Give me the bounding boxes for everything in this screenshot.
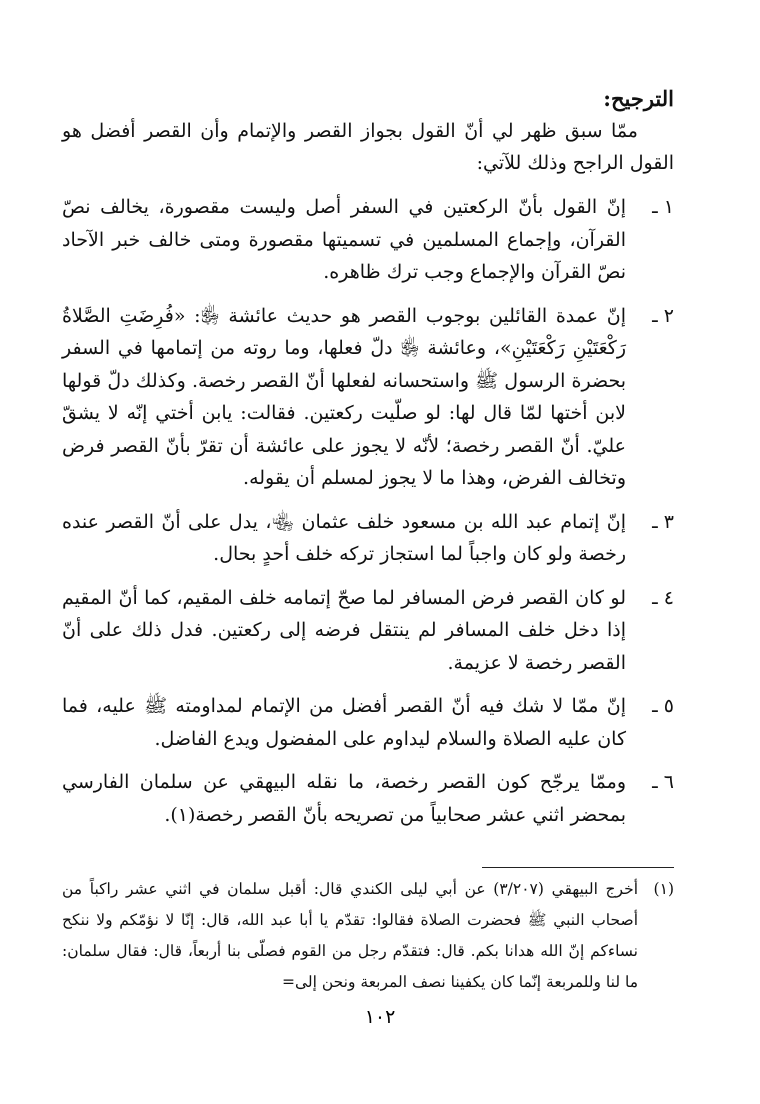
list-item <box>62 582 674 680</box>
list-item <box>62 506 674 571</box>
item-text: إنّ عمدة القائلين بوجوب القصر هو حديث عائشة ﵂: «فُرِضَتِ الصَّلاةُ رَكْعَتَيْنِ رَكْعَتَيْنِ»، وعائشة ﵂ دلّ فعلها، وما روته من إتمامها في السفر بحضرة الرسول ﷺ واستحسانه لفعلها أنّ القصر رخصة. وكذلك دلّ قولها لابن أختها لمّا قال لها: لو صلّيت ركعتين. فقالت: يابن أختي إنّه لا يشقّ عليّ. أنّ القصر رخصة؛ لأنّه لا يجوز على عائشة أن تقرّ بأنّ القصر فرض وتخالف الفرض، وهذا ما لا يجوز لمسلم أن يقوله. <box>62 304 626 489</box>
footnotes <box>62 874 674 998</box>
footnote-text: أخرج البيهقي (٣/٢٠٧) عن أبي ليلى الكندي قال: أقبل سلمان في اثني عشر راكباً من أصحاب النبي ﷺ فحضرت الصلاة فقالوا: تقدّم يا أبا عبد الله، قال: إنّا لا نؤمّكم ولا ننكح نساءكم إنّ الله هدانا بكم. قال: فتقدّم رجل من القوم فصلّى بنا أربعاً، قال: فقال سلمان: ما لنا وللمربعة إنّما كان يكفينا نصف المربعة ونحن إلى= <box>62 880 638 991</box>
footnote <box>62 874 674 998</box>
section-heading: الترجيح: <box>603 86 674 111</box>
item-number: ١ ـ <box>652 196 674 218</box>
list-item <box>62 690 674 755</box>
item-text: لو كان القصر فرض المسافر لما صحّ إتمامه خلف المقيم، كما أنّ المقيم إذا دخل خلف المسافر لم ينتقل فرضه إلى ركعتين. فدل ذلك على أنّ القصر رخصة لا عزيمة. <box>62 586 626 674</box>
item-text: إنّ القول بأنّ الركعتين في السفر أصل وليست مقصورة، يخالف نصّ القرآن، وإجماع المسلمين في تسميتها مقصورة ومتى خالف خبر الآحاد نصّ القرآن والإجماع وجب ترك ظاهره. <box>62 196 626 283</box>
list-item <box>62 766 674 831</box>
footnote-number: (١) <box>653 880 674 898</box>
item-text: وممّا يرجّح كون القصر رخصة، ما نقله البيهقي عن سلمان الفارسي بمحضر اثني عشر صحابياً من تصريحه بأنّ القصر رخصة(١). <box>62 771 626 826</box>
item-number: ٣ ـ <box>652 510 674 533</box>
page-number: ١٠٢ <box>364 1006 396 1028</box>
item-number: ٦ ـ <box>652 771 674 793</box>
item-text: إنّ ممّا لا شك فيه أنّ القصر أفضل من الإتمام لمداومته ﷺ عليه، فما كان عليه الصلاة والسلام ليداوم على المفضول ويدع الفاضل. <box>62 695 626 750</box>
list-item <box>62 300 674 495</box>
footnote-divider <box>482 867 674 868</box>
intro-paragraph: ممّا سبق ظهر لي أنّ القول بجواز القصر والإتمام وأن القصر أفضل هو القول الراجح وذلك للآتي: <box>62 120 674 174</box>
item-number: ٥ ـ <box>652 695 674 717</box>
page-body <box>62 84 674 1104</box>
list-item <box>62 191 674 289</box>
item-number: ٢ ـ <box>652 304 674 327</box>
item-text: إنّ إتمام عبد الله بن مسعود خلف عثمان ﵄، يدل على أنّ القصر عنده رخصة ولو كان واجباً لما استجاز تركه خلف أحدٍ بحال. <box>62 510 626 565</box>
item-number: ٤ ـ <box>652 586 674 609</box>
